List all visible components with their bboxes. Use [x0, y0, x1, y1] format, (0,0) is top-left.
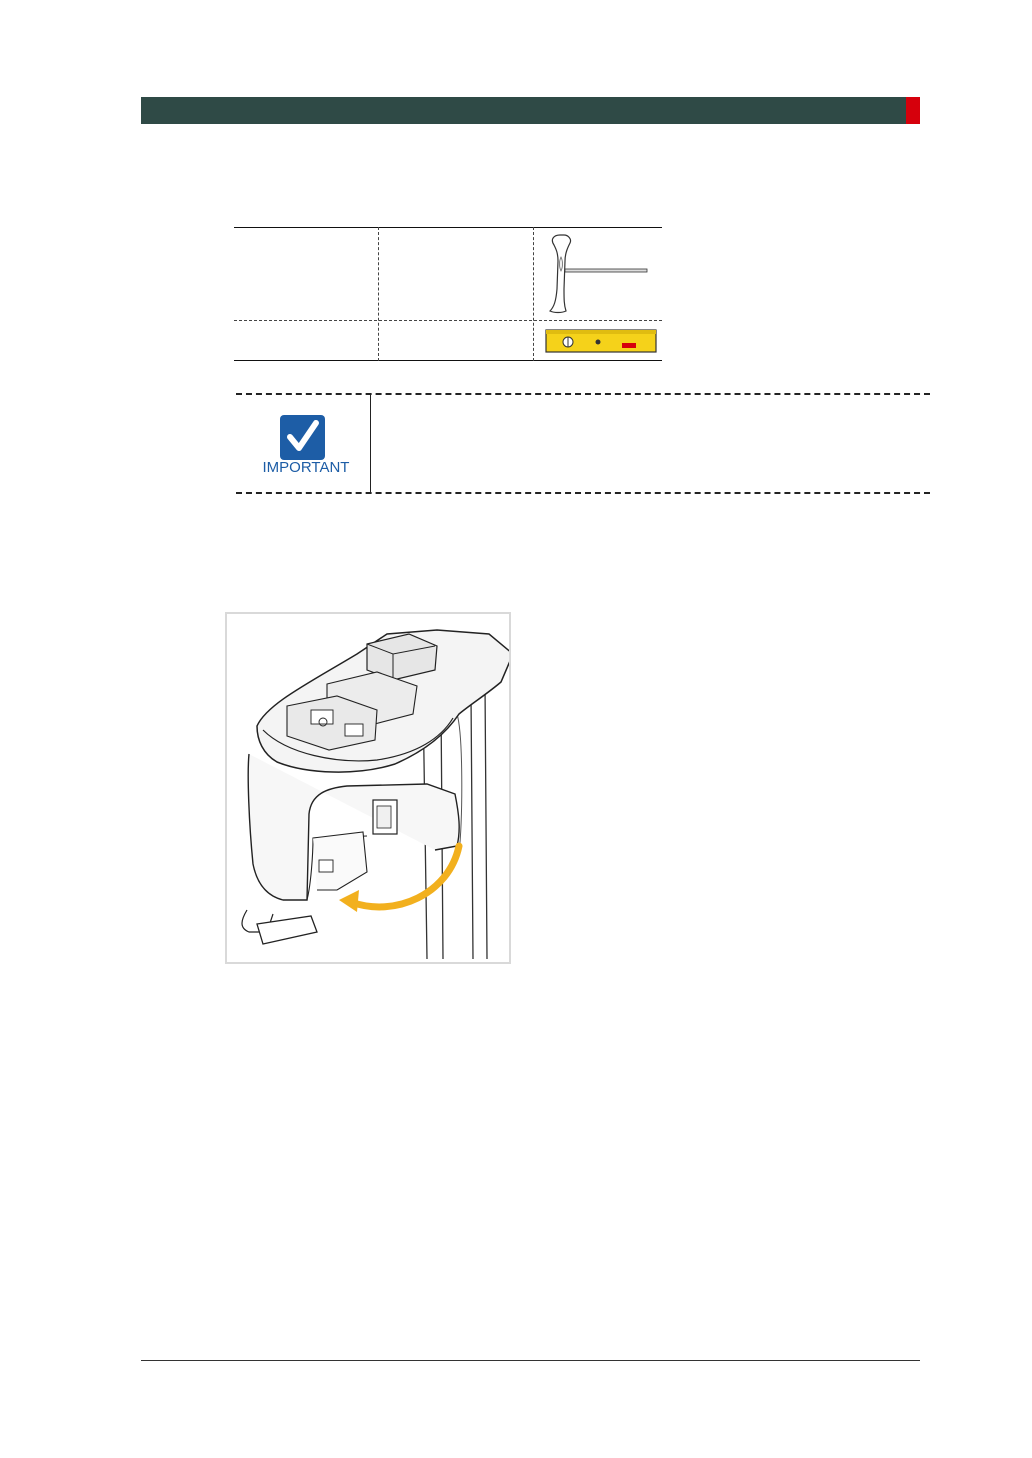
notice-divider [370, 395, 371, 494]
t-handle-hex-wrench-icon [534, 227, 662, 320]
device-illustration [225, 612, 511, 964]
table-bottom-rule [234, 360, 662, 361]
table-cell-tool-name [234, 227, 378, 320]
important-notice [236, 393, 930, 494]
header-bar [141, 97, 906, 124]
notice-text [386, 403, 916, 483]
table-cell-tool-name [234, 321, 378, 360]
checkmark-icon [280, 415, 325, 460]
spirit-level-icon [534, 321, 662, 360]
header-red-tab [906, 97, 920, 124]
tools-table [234, 227, 662, 361]
notice-bottom-rule [236, 492, 930, 494]
important-label: IMPORTANT [262, 459, 350, 476]
table-cell-tool-spec [379, 321, 533, 360]
table-cell-tool-spec [379, 227, 533, 320]
notice-top-rule [236, 393, 930, 395]
footer-rule [141, 1360, 920, 1361]
